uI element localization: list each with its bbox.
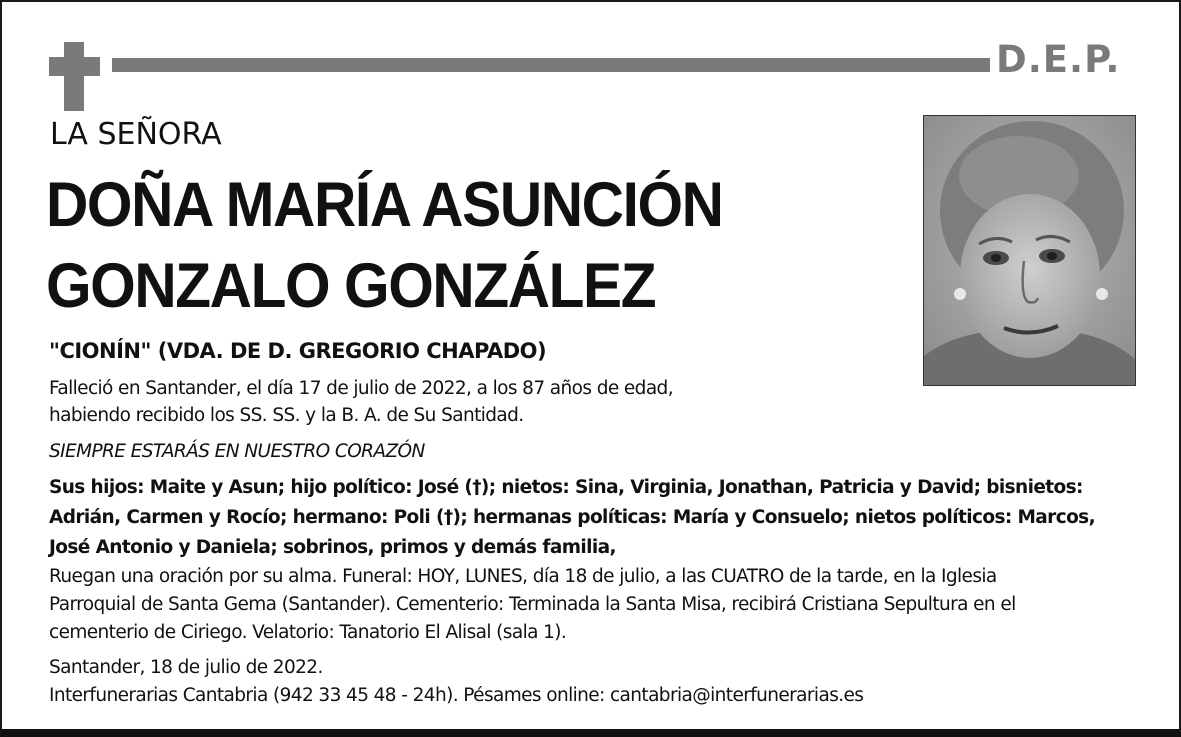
notice-prefix: LA SEÑORA: [50, 117, 222, 152]
place-date-line: Santander, 18 de julio de 2022.: [49, 657, 323, 678]
header-rule: [112, 58, 990, 72]
family-line-1: Sus hijos: Maite y Asun; hijo político: José (†); nietos: Sina, Virginia, Jonathan, Patricia y David; bisnietos:: [49, 477, 1083, 498]
portrait-photo: [923, 115, 1136, 386]
cross-icon: [64, 42, 84, 111]
cross-icon-bar: [49, 57, 100, 76]
deceased-name-line-2: GONZALO GONZÁLEZ: [46, 251, 656, 321]
death-details-line-2: habiendo recibido los SS. SS. y la B. A. de Su Santidad.: [49, 405, 524, 426]
family-line-3: José Antonio y Daniela; sobrinos, primos y demás familia,: [49, 537, 616, 558]
funeral-info-line-3: cementerio de Ciriego. Velatorio: Tanatorio El Alisal (sala 1).: [49, 622, 567, 643]
dep-label: D.E.P.: [996, 38, 1121, 81]
funeral-info-line-2: Parroquial de Santa Gema (Santander). Cementerio: Terminada la Santa Misa, recibirá Cristiana Sepultura en el: [49, 594, 1016, 615]
funeral-info-line-1: Ruegan una oración por su alma. Funeral: HOY, LUNES, día 18 de julio, a las CUATRO de la tarde, en la Iglesia: [49, 566, 997, 587]
contact-line: Interfunerarias Cantabria (942 33 45 48 - 24h). Pésames online: cantabria@interfunerarias.es: [49, 685, 864, 706]
deceased-name-line-1: DOÑA MARÍA ASUNCIÓN: [46, 170, 723, 240]
nickname-line: "CIONÍN" (VDA. DE D. GREGORIO CHAPADO): [49, 339, 547, 363]
family-line-2: Adrián, Carmen y Rocío; hermano: Poli (†); hermanas políticas: María y Consuelo; nietos políticos: Marcos,: [49, 507, 1096, 528]
death-details-line-1: Falleció en Santander, el día 17 de julio de 2022, a los 87 años de edad,: [49, 378, 673, 399]
memorial-motto: SIEMPRE ESTARÁS EN NUESTRO CORAZÓN: [49, 441, 425, 462]
